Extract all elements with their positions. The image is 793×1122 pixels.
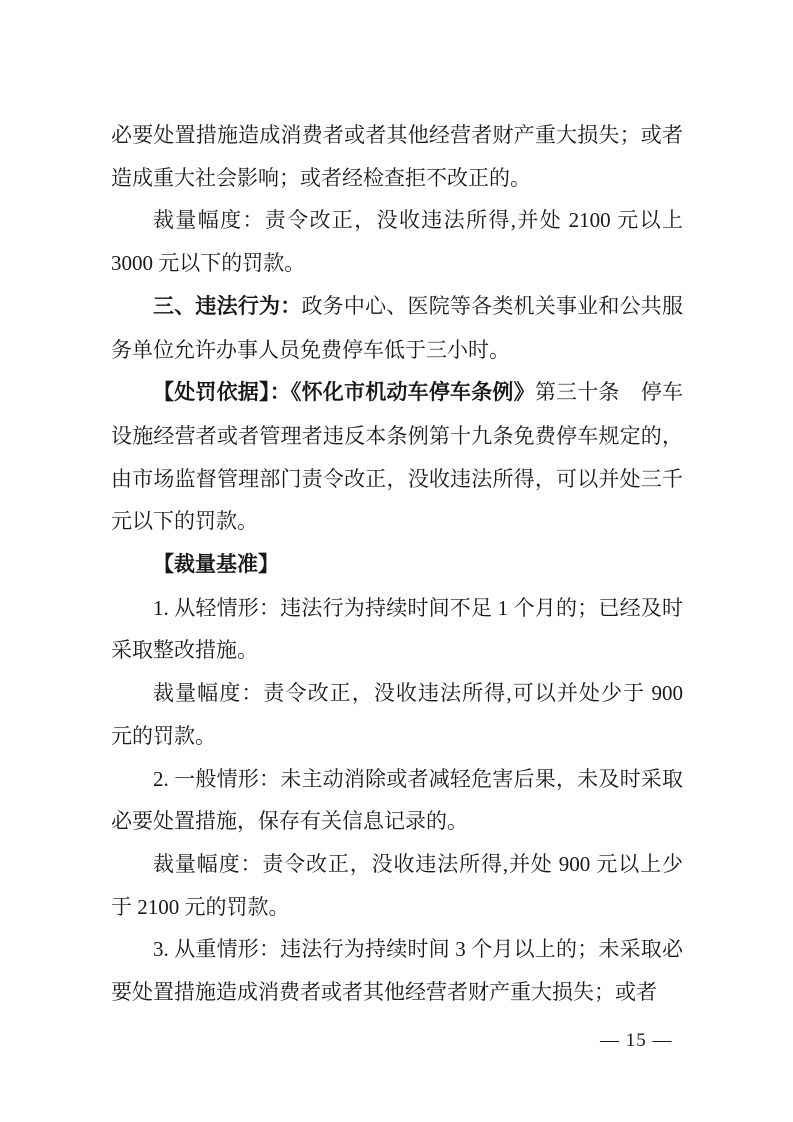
para-penalty-range-aggravated	[111, 199, 683, 284]
para-severe-case	[111, 928, 683, 1013]
para-penalty-basis	[111, 371, 683, 543]
para-continuation-aggravated-case	[111, 114, 683, 199]
text-run: 裁量幅度：责令改正，没收违法所得,并处 900 元以上少于 2100 元的罚款。	[111, 851, 683, 919]
text-run: 政务中心、医院等各类机关事业和公共服务单位允许办事人员免费停车低于三小时。	[111, 293, 684, 362]
text-run: 3. 从重情形：违法行为持续时间 3 个月以上的；未采取必要处置措施造成消费者或者其他经营者财产重大损失；或者	[111, 937, 683, 1005]
bold-text-run: 【处罚依据】：《怀化市机动车停车条例》	[153, 381, 535, 405]
para-general-range	[111, 843, 683, 928]
para-general-case	[111, 758, 683, 843]
text-run: 裁量幅度：责令改正，没收违法所得,并处 2100 元以上 3000 元以下的罚款。	[111, 208, 683, 276]
text-run: 第三十条 停车设施经营者或者管理者违反本条例第十九条免费停车规定的，由市场监督管理部门责令改正，没收违法所得，可以并处三千元以下的罚款。	[111, 380, 684, 534]
text-run: 必要处置措施造成消费者或者其他经营者财产重大损失；或者造成重大社会影响；或者经检查拒不改正的。	[111, 123, 683, 190]
para-lenient-range	[111, 672, 683, 757]
bold-text-run: 【裁量基准】	[153, 553, 279, 577]
text-run: 裁量幅度：责令改正，没收违法所得,可以并处少于 900 元的罚款。	[111, 681, 683, 748]
text-run: 1. 从轻情形：违法行为持续时间不足 1 个月的；已经及时采取整改措施。	[111, 595, 683, 663]
para-violation-three	[111, 285, 683, 371]
para-lenient-case	[111, 587, 683, 672]
text-run: 2. 一般情形：未主动消除或者减轻危害后果，未及时采取必要处置措施，保存有关信息记录的。	[111, 766, 683, 834]
page-number: — 15 —	[600, 1030, 673, 1051]
bold-text-run: 三、违法行为：	[153, 294, 302, 318]
document-body	[111, 114, 683, 1014]
para-discretion-benchmark-heading	[111, 543, 683, 587]
